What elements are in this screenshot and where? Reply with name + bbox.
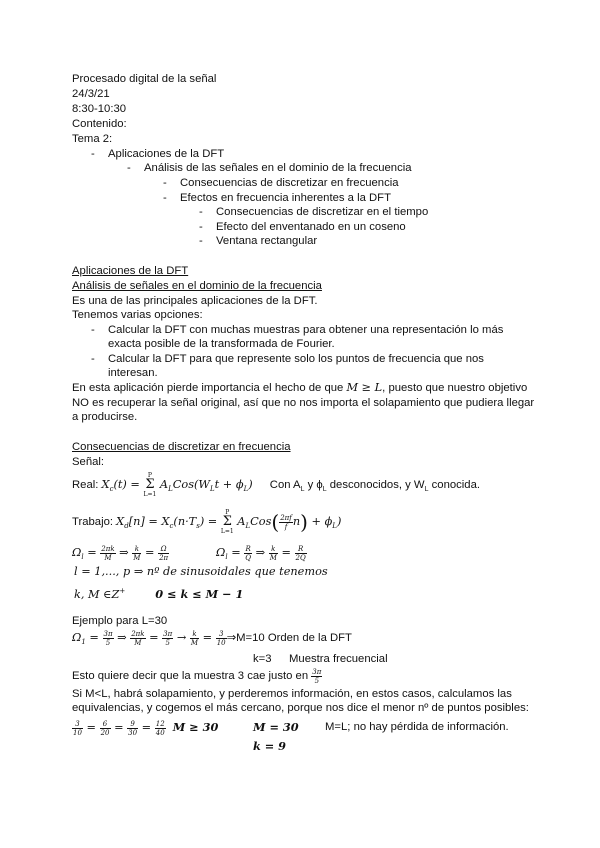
k-range: 0 ≤ k ≤ M − 1 [155,587,244,601]
equation-note: Con $A_L$ y $\phi_L$ desconocidos, y $W_L$ conocida. [269,479,480,493]
paragraph: a producirse. [72,411,138,423]
outline-bullet: - [127,162,131,174]
paragraph: Si M<L, habrá solapamiento, y perderemos información, en estos casos, calculamos las [72,688,512,700]
equation-body: $A_LCos(W_Lt + \phi_L)$ [156,478,253,493]
fraction: $\frac{k}{M}$ [190,629,199,647]
doc-title: Procesado digital de la señal [72,73,217,85]
sum-symbol: P Σ L=1 [143,472,157,499]
equation-work: Trabajo: $X_d[n] = X_c(n\cdot T_s) = P$ Σ L=1 $A_LCos$( $\frac{2\pi f}{f}$ $n) + \phi_L$) [72,509,342,536]
paragraph: NO es recuperar la señal original, así que no nos importa el solapamiento que pudiera llegar [72,397,535,409]
fraction: $\frac{12}{40}$ [155,719,165,737]
paren-right: ) [300,510,308,535]
paragraph: Tenemos varias opciones: [72,309,203,321]
outline-item: Análisis de las señales en el dominio de la frecuencia [144,162,412,174]
paragraph: Esto quiere decir que la muestra 3 cae justo en $\frac{3\pi}{5}$ [72,667,322,685]
fraction: $\frac{6}{20}$ [100,719,110,737]
outline-item: Consecuencias de discretizar en el tiempo [216,206,429,218]
fraction: $\frac{2\pi f}{f}$ [280,513,292,531]
outline-bullet: - [199,206,203,218]
omega-relation-2: $\Omega_l$ = $\frac{R}{Q}$ ⇒ $\frac{k}{M}$ = $\frac{R}{2Q}$ [216,544,306,562]
m-equals-note: M=L; no hay pérdida de información. [325,721,509,733]
equation-body: $X_d[n] = X_c(n\cdot T_s)$ = [116,515,221,530]
fraction: $\frac{3}{10}$ [73,719,82,737]
section-heading: Aplicaciones de la DFT [72,265,189,277]
fraction: $\frac{2\pi k}{M}$ [131,629,145,647]
outline-bullet: - [91,148,95,160]
paragraph-text: , puesto que nuestro objetivo [382,382,528,394]
outline-bullet: - [199,221,203,233]
outline-item: Aplicaciones de la DFT [108,148,225,160]
paren-left: ( [271,510,280,535]
fraction: $\frac{R}{2Q}$ [295,544,306,562]
equation-real [72,471,480,499]
topic-label: Tema 2: [72,133,113,145]
outline-bullet: - [199,235,203,247]
example-equation: $\Omega_1$ = $\frac{3\pi}{5}$ ⇒ $\frac{2\pi k}{M}$ = $\frac{3\pi}{5}$ → $\frac{k}{M}$ = $\frac{3}{10}$ ⇒M=10 Orden de la DFT [72,629,352,647]
paragraph: Es una de las principales aplicaciones de la DFT. [72,295,318,307]
freq-sample-label: Muestra frecuencial [289,653,388,665]
outline-bullet: - [163,177,167,189]
contents-label: Contenido: [72,118,127,130]
equation-body: $A_LCos$ [233,515,272,530]
fraction: $\frac{2\pi k}{M}$ [101,544,115,562]
section-heading: Consecuencias de discretizar en frecuencia [72,441,291,453]
fraction: $\frac{9}{30}$ [128,719,138,737]
paragraph: equivalencias, y cogemos el más cercano, porque nos dice el menor nº de puntos posibles: [72,702,529,714]
doc-time: 8:30-10:30 [72,103,127,115]
list-item-cont: exacta posible de la transformada de Fourier. [108,338,335,350]
equivalence-equation: $\frac{3}{10}$ = $\frac{6}{20}$ = $\frac{9}{30}$ = $\frac{12}{40}$ M ≥ 30 [73,719,219,737]
equation-label: Real: [72,479,99,491]
outline-item: Ventana rectangular [216,235,318,247]
fraction: $\frac{3\pi}{5}$ [163,629,173,647]
fraction: $\frac{3\pi}{5}$ [312,667,322,685]
fraction: $\frac{k}{M}$ [269,544,277,562]
l-definition: l = 1,..., p ⇒ nº de sinusoidales que tenemos [74,565,328,578]
signal-label: Señal: [72,456,105,468]
fraction: $\frac{3\pi}{5}$ [103,629,113,647]
fraction: $\frac{R}{Q}$ [245,544,252,562]
paragraph-text: En esta aplicación pierde importancia el hecho de que [72,382,344,394]
k-equals: k = 9 [253,739,287,753]
outline-item: Efecto del enventanado en un coseno [216,221,406,233]
outline-item: Efectos en frecuencia inherentes a la DFT [180,192,391,204]
doc-date: 24/3/21 [72,88,110,100]
math-inline: M ≥ L [346,381,383,394]
outline-bullet: - [163,192,167,204]
section-subheading: Análisis de señales en el dominio de la frecuencia [72,280,322,292]
paragraph [72,381,527,395]
fraction: $\frac{\Omega}{2\pi}$ [159,544,169,562]
list-bullet: - [91,324,95,336]
list-item: Calcular la DFT para que represente solo los puntos de frecuencia que nos [108,353,484,365]
k-value: k=3 [253,653,272,665]
sum-symbol: P Σ L=1 [220,509,234,536]
omega-relation: $\Omega_l$ = $\frac{2\pi k}{M}$ ⇒ $\frac{k}{M}$ = $\frac{\Omega}{2\pi}$ [72,544,169,562]
dft-order: ⇒M=10 Orden de la DFT [226,632,352,644]
list-item: Calcular la DFT con muchas muestras para obtener una representación lo más [108,324,504,336]
m-bound: M ≥ 30 [172,720,219,734]
fraction: $\frac{3}{10}$ [216,629,226,647]
outline-item: Consecuencias de discretizar en frecuencia [180,177,399,189]
equation-body: $X_c(t)$ = [101,478,144,493]
example-label: Ejemplo para L=30 [72,615,168,627]
m-equals: M = 30 [253,720,299,734]
k-definition: k, M ∈Z+ 0 ≤ k ≤ M − 1 [74,587,244,601]
list-bullet: - [91,353,95,365]
fraction: $\frac{k}{M}$ [133,544,141,562]
equation-label: Trabajo: [72,516,114,528]
list-item-cont: interesan. [108,367,158,379]
